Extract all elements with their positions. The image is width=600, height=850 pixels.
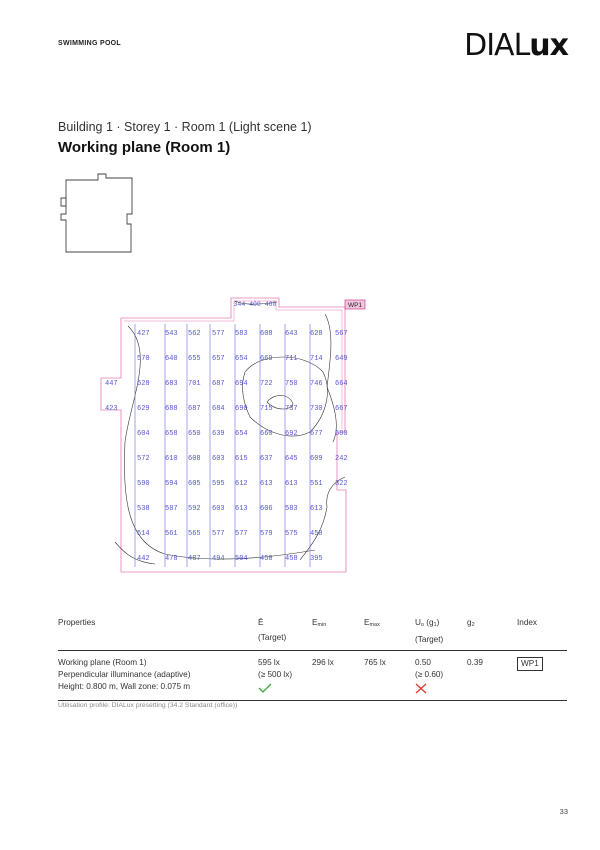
uo-symbol: U	[415, 618, 421, 627]
isolux-value: 543	[165, 330, 178, 338]
row-mode: Perpendicular illuminance (adaptive)	[58, 670, 191, 679]
isolux-value: 572	[137, 455, 150, 463]
isolux-value: 669	[260, 355, 273, 363]
isolux-value: 694	[235, 380, 248, 388]
isolux-value: 637	[260, 455, 273, 463]
row-g2: 0.39	[467, 658, 483, 667]
isolux-value: 714	[310, 355, 323, 363]
e-avg-target: (≥ 500 lx)	[258, 670, 293, 679]
isolux-value: 615	[235, 455, 248, 463]
isolux-value: 590	[137, 480, 150, 488]
header-e-min	[312, 612, 364, 651]
isolux-value: 595	[212, 480, 225, 488]
isolux-value: 692	[285, 430, 298, 438]
e-min-symbol: E	[312, 618, 318, 627]
isolux-value: 722	[260, 380, 273, 388]
isolux-value: 579	[260, 530, 273, 538]
e-avg-value: 595 lx	[258, 658, 280, 667]
isolux-value: 442	[137, 555, 150, 563]
isolux-value: 677	[310, 430, 323, 438]
isolux-value: 583	[285, 505, 298, 513]
isolux-value: 629	[137, 405, 150, 413]
header-g2	[467, 612, 517, 651]
wp1-tag-label: WP1	[347, 302, 363, 309]
row-name: Working plane (Room 1)	[58, 658, 147, 667]
footnote: Utilisation profile: DIALux presetting (34.2 Standard (office))	[58, 702, 238, 709]
isolux-value: 643	[285, 330, 298, 338]
isolux-value: 628	[310, 330, 323, 338]
isolux-value: 683	[165, 380, 178, 388]
isolux-value: 687	[212, 380, 225, 388]
isolux-value: 654	[235, 355, 248, 363]
isolux-value: 645	[285, 455, 298, 463]
isolux-value: 603	[212, 455, 225, 463]
isolux-value: 608	[260, 330, 273, 338]
top-edge-values: 344 400 460	[233, 301, 277, 308]
isolux-value: 715	[260, 405, 273, 413]
isolux-value: 680	[335, 430, 348, 438]
isolux-value: 684	[212, 405, 225, 413]
isolux-value: 551	[310, 480, 323, 488]
isolux-value: 628	[137, 380, 150, 388]
properties-table	[58, 612, 567, 701]
isolux-value: 575	[285, 530, 298, 538]
e-avg-target-label: (Target)	[258, 633, 287, 642]
isolux-value: 746	[310, 380, 323, 388]
isolux-value: 561	[165, 530, 178, 538]
isolux-value: 567	[335, 330, 348, 338]
isolux-value: 514	[137, 530, 150, 538]
isolux-value: 654	[235, 430, 248, 438]
isolux-value: 242	[335, 455, 348, 463]
page-number: 33	[559, 807, 568, 816]
header-e-max	[364, 612, 415, 651]
isolux-value: 427	[137, 330, 150, 338]
row-e-max: 765 lx	[364, 658, 386, 667]
row-index	[517, 651, 567, 701]
uo-subscript: o	[420, 622, 424, 628]
isolux-value: 640	[165, 355, 178, 363]
isolux-value: 610	[165, 455, 178, 463]
header-properties: Properties	[58, 618, 96, 627]
isolux-plan	[95, 292, 370, 582]
uo-target: (≥ 0.60)	[415, 670, 444, 679]
isolux-value: 565	[188, 530, 201, 538]
uo-g-close: )	[436, 618, 440, 627]
isolux-value: 687	[188, 405, 201, 413]
isolux-value: 658	[165, 430, 178, 438]
check-icon	[258, 683, 272, 694]
table-header-row	[58, 612, 567, 651]
header-e-avg	[258, 612, 312, 651]
uo-g-subscript: 1	[433, 622, 437, 628]
isolux-value: 664	[335, 380, 348, 388]
g2-symbol: g	[467, 618, 472, 627]
isolux-value: 711	[285, 355, 298, 363]
isolux-value: 423	[105, 405, 118, 413]
row-uo	[415, 651, 467, 701]
e-max-symbol: E	[364, 618, 370, 627]
isolux-value: 322	[335, 480, 348, 488]
isolux-value: 613	[235, 505, 248, 513]
header-index: Index	[517, 618, 538, 627]
brand-bold: ux	[529, 28, 568, 63]
isolux-value: 594	[165, 480, 178, 488]
table-row	[58, 651, 567, 701]
isolux-value: 395	[310, 555, 323, 563]
isolux-value: 612	[235, 480, 248, 488]
e-min-subscript: min	[317, 622, 327, 628]
isolux-value: 650	[188, 430, 201, 438]
isolux-value: 655	[188, 355, 201, 363]
isolux-value: 609	[310, 455, 323, 463]
isolux-value: 657	[212, 355, 225, 363]
isolux-value: 639	[212, 430, 225, 438]
section-label: SWIMMING POOL	[58, 40, 122, 47]
uo-value: 0.50	[415, 658, 431, 667]
isolux-value: 447	[105, 380, 118, 388]
isolux-value: 487	[188, 555, 201, 563]
isolux-value: 592	[188, 505, 201, 513]
row-height: Height: 0.800 m, Wall zone: 0.075 m	[58, 682, 191, 691]
isolux-value: 605	[188, 480, 201, 488]
breadcrumb: Building 1 · Storey 1 · Room 1 (Light scene 1)	[58, 120, 312, 134]
row-e-min: 296 lx	[312, 658, 334, 667]
e-avg-symbol: Ē	[258, 618, 264, 627]
isolux-value: 613	[260, 480, 273, 488]
isolux-value: 494	[212, 555, 225, 563]
uo-g-open: (g	[423, 618, 434, 627]
isolux-value: 562	[188, 330, 201, 338]
isolux-value: 603	[212, 505, 225, 513]
isolux-value: 737	[285, 405, 298, 413]
isolux-value: 478	[165, 555, 178, 563]
isolux-value: 667	[335, 405, 348, 413]
index-badge: WP1	[517, 657, 543, 671]
isolux-value: 577	[212, 330, 225, 338]
isolux-value: 750	[285, 380, 298, 388]
page-title: Working plane (Room 1)	[58, 139, 231, 156]
isolux-value: 538	[137, 505, 150, 513]
brand-main: DIAL	[464, 28, 530, 63]
isolux-value: 577	[212, 530, 225, 538]
isolux-value: 608	[188, 455, 201, 463]
isolux-value: 613	[285, 480, 298, 488]
isolux-value: 606	[260, 505, 273, 513]
isolux-value: 458	[260, 555, 273, 563]
row-properties	[58, 651, 258, 701]
uo-target-label: (Target)	[415, 635, 444, 644]
header-uo	[415, 612, 467, 651]
row-e-avg	[258, 651, 312, 701]
isolux-value: 587	[165, 505, 178, 513]
isolux-value: 583	[235, 330, 248, 338]
e-max-subscript: max	[369, 622, 380, 628]
isolux-value: 688	[165, 405, 178, 413]
isolux-value: 690	[235, 405, 248, 413]
room-outline-thumbnail	[58, 172, 138, 257]
isolux-value: 660	[260, 430, 273, 438]
isolux-value: 577	[235, 530, 248, 538]
isolux-value: 504	[235, 555, 248, 563]
isolux-value: 458	[310, 530, 323, 538]
g2-subscript: 2	[471, 622, 475, 628]
isolux-value: 458	[285, 555, 298, 563]
dialux-logo	[464, 28, 568, 63]
isolux-value: 570	[137, 355, 150, 363]
isolux-value: 649	[335, 355, 348, 363]
isolux-value: 613	[310, 505, 323, 513]
isolux-value: 604	[137, 430, 150, 438]
cross-icon	[415, 683, 427, 694]
isolux-value: 701	[188, 380, 201, 388]
isolux-value: 730	[310, 405, 323, 413]
